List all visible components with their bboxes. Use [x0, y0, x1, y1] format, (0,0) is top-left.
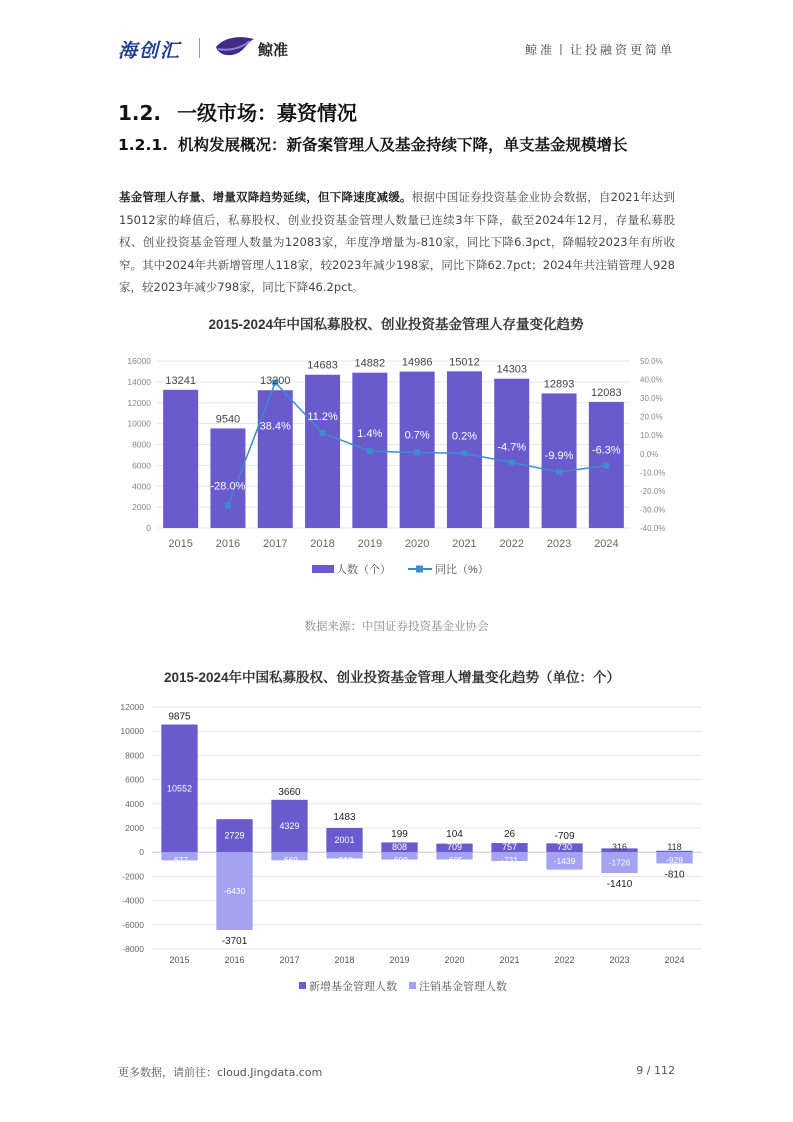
- legend-marker-yoy: [416, 566, 423, 573]
- x-tick: 2022: [499, 538, 524, 550]
- y-tick-left: 12000: [127, 397, 151, 408]
- y-tick: -2000: [122, 871, 144, 882]
- body-paragraph: [119, 186, 675, 299]
- yoy-label: -6.3%: [591, 444, 621, 457]
- net-label: 26: [503, 829, 516, 841]
- stock-bar-label: 14303: [496, 363, 528, 376]
- y-tick: 12000: [120, 702, 144, 712]
- page-number: 9 / 112: [636, 1064, 675, 1077]
- y-tick-right: 40.0%: [640, 375, 663, 385]
- x-tick: 2023: [609, 955, 630, 965]
- section-title: 一级市场：募资情况: [177, 101, 358, 125]
- legend-swatch-count: [312, 565, 334, 573]
- yoy-point: [556, 469, 562, 475]
- yoy-point: [367, 448, 373, 454]
- y-tick: 4000: [125, 798, 144, 809]
- x-tick: 2019: [389, 955, 410, 965]
- yoy-point: [320, 430, 326, 436]
- add-bar-label: 2729: [224, 830, 245, 841]
- x-tick: 2017: [279, 955, 300, 965]
- y-tick: 6000: [125, 774, 144, 785]
- stock-bar: [210, 428, 245, 528]
- y-tick-right: 20.0%: [640, 412, 663, 422]
- yoy-label: 1.4%: [357, 428, 383, 441]
- increment-chart-title: 2015-2024年中国私募股权、创业投资基金管理人增量变化趋势（单位：个）: [163, 670, 621, 685]
- x-tick: 2017: [263, 538, 288, 550]
- legend-swatch-add: [299, 982, 306, 989]
- add-bar-label: 4329: [279, 821, 300, 832]
- legend-label-yoy: 同比（%）: [435, 564, 489, 576]
- net-label: 9875: [168, 711, 191, 723]
- data-source: 数据来源：中国证券投资基金业协会: [304, 619, 489, 633]
- y-tick: 8000: [125, 750, 144, 761]
- stock-bar: [163, 390, 198, 528]
- y-tick: 2000: [125, 823, 144, 833]
- y-tick-right: -20.0%: [640, 486, 666, 496]
- net-label: -810: [664, 869, 685, 881]
- yoy-label: 0.2%: [451, 430, 477, 443]
- x-tick: 2020: [444, 955, 465, 965]
- y-tick: 10000: [120, 726, 144, 737]
- y-tick-left: 16000: [127, 356, 151, 366]
- stock-bar: [258, 390, 293, 528]
- cancel-bar-label: -6430: [223, 886, 246, 897]
- increment-chart-legend: [299, 979, 507, 993]
- x-tick: 2021: [452, 538, 477, 550]
- yoy-point: [225, 503, 231, 509]
- legend-label-count: 人数（个）: [336, 564, 391, 576]
- x-tick: 2021: [499, 955, 520, 965]
- stock-bar: [447, 371, 482, 528]
- cancel-bar-label: -731: [500, 855, 519, 866]
- y-tick: -6000: [122, 919, 144, 930]
- y-tick-right: 0.0%: [640, 449, 659, 459]
- x-tick: 2018: [334, 955, 355, 965]
- haichuanghui-logo: 海创汇: [118, 40, 182, 62]
- footer-link[interactable]: 更多数据，请前往：cloud.Jingdata.com: [118, 1066, 323, 1079]
- net-label: -3701: [221, 936, 248, 948]
- stock-chart: [0, 300, 793, 600]
- legend-label-cancel: 注销基金管理人数: [419, 981, 507, 993]
- add-bar-label: 2001: [334, 835, 355, 846]
- stock-bar-label: 12083: [591, 386, 622, 399]
- y-tick-right: 50.0%: [640, 357, 663, 366]
- yoy-point: [461, 450, 467, 456]
- net-label: 104: [446, 829, 463, 841]
- x-tick: 2024: [664, 955, 685, 965]
- y-tick-right: 30.0%: [640, 394, 663, 404]
- y-tick-left: 2000: [132, 502, 151, 513]
- stock-bar: [305, 375, 340, 528]
- cancel-bar-label: -1439: [553, 855, 576, 866]
- whale-logo-icon: [214, 33, 256, 59]
- cancel-bar-label: -1726: [608, 857, 631, 868]
- subsection-heading: [118, 133, 628, 155]
- section-heading: [118, 97, 357, 126]
- y-tick-left: 8000: [132, 439, 151, 450]
- y-tick-left: 6000: [132, 460, 151, 471]
- add-bar-label: 730: [556, 842, 573, 853]
- add-bar-label: 118: [667, 842, 682, 853]
- yoy-label: -9.9%: [544, 450, 574, 463]
- subsection-number: 1.2.1.: [118, 136, 169, 154]
- y-tick-left: 10000: [127, 418, 151, 429]
- cancel-bar-label: -609: [390, 855, 409, 866]
- add-bar-label: 757: [501, 842, 518, 853]
- y-tick: -4000: [122, 895, 144, 906]
- y-tick-right: -40.0%: [640, 524, 666, 533]
- net-label: -1410: [606, 879, 633, 891]
- cancel-bar-label: -669: [280, 855, 299, 866]
- add-bar-label: 709: [446, 842, 463, 853]
- yoy-point: [414, 449, 420, 455]
- cancel-bar-label: -677: [170, 855, 189, 866]
- y-tick-right: 10.0%: [640, 431, 663, 441]
- net-label: 199: [391, 829, 408, 841]
- subsection-title: 机构发展概况：新备案管理人及基金持续下降，单支基金规模增长: [178, 136, 628, 154]
- yoy-label: -4.7%: [497, 441, 527, 454]
- y-tick-right: -10.0%: [640, 468, 666, 478]
- stock-bar-label: 9540: [215, 413, 241, 426]
- stock-bar-label: 12893: [543, 378, 575, 391]
- x-tick: 2019: [357, 538, 383, 550]
- add-bar-label: 316: [611, 842, 628, 853]
- y-tick: 0: [139, 847, 144, 858]
- x-tick: 2020: [404, 538, 430, 550]
- y-tick-left: 4000: [132, 481, 151, 492]
- stock-bar-label: 14986: [401, 356, 433, 369]
- stock-bar-label: 15012: [449, 356, 480, 369]
- paragraph-lead: 基金管理人存量、增量双降趋势延续，但下降速度减缓。: [119, 190, 412, 204]
- increment-chart: [0, 662, 793, 1002]
- net-label: 1483: [333, 811, 356, 823]
- paragraph-text: 根据中国证券投资基金业协会数据，自2021年达到15012家的峰值后，私募股权、创业投资基金管理人数量已连续3年下降，截至2024年12月，存量私募股权、创业投资基金管理人数量为12083家，年度净增量为-810家，同比下降6.3pct，降幅较2023年有所收窄。其中2024年共新增管理人118家，较2023年减少198家，同比下降62.7pct；2024年共注销管理人928家，较2023年减少798家，同比下降46.2pct。: [119, 190, 676, 294]
- stock-bar-label: 13241: [165, 374, 196, 387]
- legend-swatch-cancel: [409, 982, 416, 989]
- yoy-label: 0.7%: [404, 429, 430, 442]
- yoy-label: -28.0%: [210, 480, 246, 493]
- y-tick: -8000: [122, 944, 144, 954]
- cancel-bar-label: -928: [665, 855, 684, 866]
- add-bar-label: 10552: [166, 783, 193, 794]
- stock-bar-label: 13200: [259, 375, 291, 388]
- cancel-bar-label: -605: [445, 855, 464, 866]
- yoy-label: 38.4%: [259, 420, 291, 433]
- net-label: 3660: [278, 786, 301, 798]
- net-label: -709: [554, 831, 575, 843]
- x-tick: 2023: [546, 538, 572, 550]
- stock-chart-title: 2015-2024年中国私募股权、创业投资基金管理人存量变化趋势: [208, 317, 584, 332]
- stock-chart-legend: [312, 562, 489, 576]
- x-tick: 2016: [224, 955, 245, 965]
- y-tick-right: -30.0%: [640, 505, 666, 515]
- x-tick: 2016: [215, 538, 241, 550]
- x-tick: 2024: [594, 538, 619, 550]
- add-bar-label: 808: [391, 842, 408, 853]
- x-tick: 2018: [310, 538, 335, 550]
- section-number: 1.2.: [118, 101, 162, 125]
- stock-bar-label: 14882: [354, 357, 386, 370]
- legend-label-add: 新增基金管理人数: [309, 981, 397, 993]
- cancel-bar-label: -518: [335, 855, 354, 866]
- yoy-point: [603, 462, 609, 468]
- y-tick-left: 14000: [127, 376, 151, 387]
- x-tick: 2015: [169, 955, 190, 965]
- yoy-point: [509, 459, 515, 465]
- stock-bar-label: 14683: [307, 359, 338, 372]
- x-tick: 2015: [168, 538, 193, 550]
- yoy-label: 11.2%: [307, 410, 338, 423]
- header-tagline: 鲸准丨让投融资更简单: [524, 43, 675, 57]
- logo-divider: [199, 38, 200, 58]
- jingzhun-logo-text: 鲸准: [258, 41, 289, 59]
- y-tick-left: 0: [146, 523, 151, 533]
- x-tick: 2022: [554, 955, 575, 965]
